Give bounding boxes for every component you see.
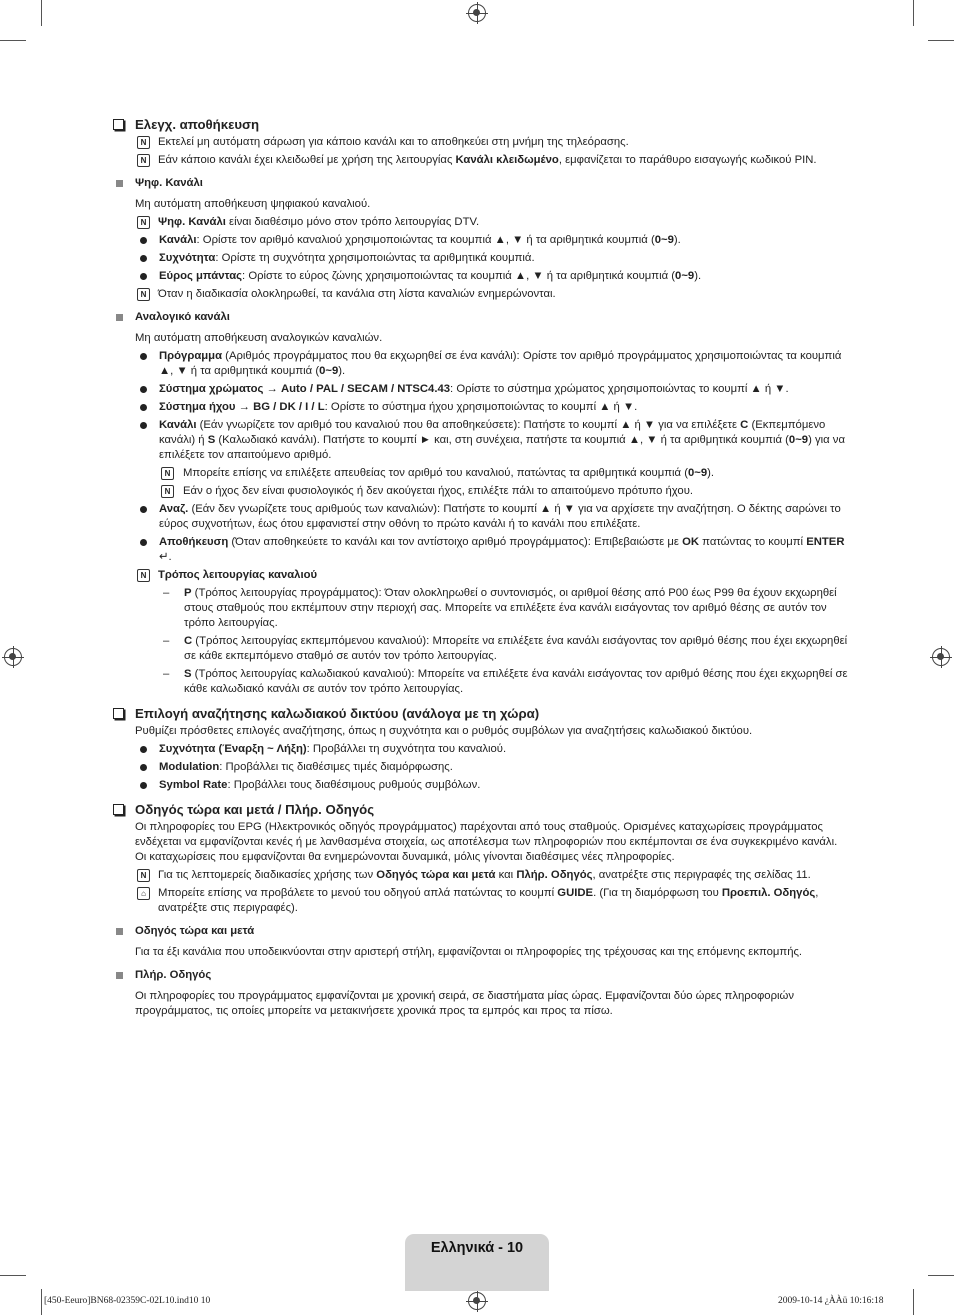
dash-item: – P (Τρόπος λειτουργίας προγράμματος): Όταν ολοκληρωθεί ο συντονισμός, οι αριθμοί θέσης από P00 έως P99 θα έχουν εκχωρηθεί στους σταθμούς που εκπέμπουν στην περιοχή σας. Μπορείτε να επιλέξετε ένα κανάλι εισάγοντας τον αριθμό θέσης σε αυτόν τον τρόπο λειτουργίας. (163, 587, 837, 629)
subsection-heading: Πλήρ. Οδηγός (113, 968, 848, 983)
note-item: N Μπορείτε επίσης να επιλέξετε απευθείας τον αριθμό του καναλιού, πατώντας τα αριθμητικά κουμπιά (0~9). (113, 466, 848, 481)
checkbox-bullet-icon (113, 708, 124, 719)
list-item: Symbol Rate: Προβάλλει τους διαθέσιμους ρυθμούς συμβόλων. (113, 778, 848, 793)
note-icon: N (137, 154, 150, 167)
bullet-icon (140, 782, 147, 789)
section-heading: Επιλογή αναζήτησης καλωδιακού δικτύου (ανάλογα με τη χώρα) (113, 706, 848, 721)
registration-mark-icon (932, 648, 950, 666)
registration-mark-icon (468, 4, 486, 22)
paragraph: Οι πληροφορίες του προγράμματος εμφανίζονται με χρονική σειρά, σε διαστήματα μίας ώρας. Εμφανίζονται δύο ώρες πληροφοριών προγράμματος, τις οποίες μπορείτε να μετακινήσετε χρονικά προς τα εμπρός και προς τα πίσω. (135, 990, 794, 1017)
list-item: Σύστημα ήχου → BG / DK / I / L: Ορίστε το σύστημα ήχου χρησιμοποιώντας το κουμπί ▲ ή ▼. (113, 400, 848, 415)
dash-icon: – (163, 668, 170, 680)
dash-item: – S (Τρόπος λειτουργίας καλωδιακού καναλιού): Μπορείτε να επιλέξετε ένα κανάλι εισάγοντας τον αριθμό θέσης που έχει εκχωρηθεί σε κάθε καλωδιακό κανάλι σε αυτόν τον τρόπο λειτουργίας. (163, 668, 848, 695)
paragraph: Μη αυτόματη αποθήκευση ψηφιακού καναλιού. (135, 198, 371, 210)
bullet-icon (140, 386, 147, 393)
paragraph: Για τα έξι κανάλια που υποδεικνύονται στην αριστερή στήλη, εμφανίζονται οι πληροφορίες της τρέχουσας και της επόμενης εκπομπής. (135, 946, 803, 958)
square-bullet-icon (116, 180, 123, 187)
list-item: Εύρος μπάντας: Ορίστε το εύρος ζώνης χρησιμοποιώντας τα κουμπιά ▲, ▼ ή τα αριθμητικά κουμπιά (0~9). (113, 269, 848, 284)
note-item: N Ψηφ. Κανάλι είναι διαθέσιμο μόνο στον τρόπο λειτουργίας DTV. (113, 215, 848, 230)
dash-icon: – (163, 635, 170, 647)
subsection-heading: Ψηφ. Κανάλι (113, 176, 848, 191)
bullet-icon (140, 506, 147, 513)
registration-mark-icon (4, 648, 22, 666)
list-item: Πρόγραμμα (Αριθμός προγράμματος που θα εκχωρηθεί σε ένα κανάλι): Ορίστε τον αριθμό προγράμματος χρησιμοποιώντας τα κουμπιά ▲, ▼ ή τα αριθμητικά κουμπιά (0~9). (113, 349, 848, 379)
bullet-icon (140, 353, 147, 360)
note-item: ⌂ Μπορείτε επίσης να προβάλετε το μενού του οδηγού απλά πατώντας το κουμπί GUIDE. (Για τη διαμόρφωση του Προεπιλ. Οδηγός, ανατρέξτε στις περιγραφές). (113, 886, 848, 916)
subsection-heading: Αναλογικό κανάλι (113, 310, 848, 325)
remote-tip-icon: ⌂ (137, 887, 150, 900)
note-icon: N (137, 869, 150, 882)
print-timestamp: 2009-10-14 ¿ÀÀü 10:16:18 (778, 1296, 884, 1306)
file-info: [450-Eeuro]BN68-02359C-02L10.ind10 10 (44, 1296, 211, 1306)
manual-content (113, 108, 848, 1022)
bullet-icon (140, 746, 147, 753)
list-item: Κανάλι: Ορίστε τον αριθμό καναλιού χρησιμοποιώντας τα κουμπιά ▲, ▼ ή τα αριθμητικά κουμπιά (0~9). (113, 233, 848, 248)
note-item: N Εκτελεί μη αυτόματη σάρωση για κάποιο κανάλι και το αποθηκεύει στη μνήμη της τηλεόρασης. (113, 135, 848, 150)
bullet-icon (140, 539, 147, 546)
square-bullet-icon (116, 972, 123, 979)
note-item: N Όταν η διαδικασία ολοκληρωθεί, τα κανάλια στη λίστα καναλιών ενημερώνονται. (113, 287, 848, 302)
list-item: Συχνότητα: Ορίστε τη συχνότητα χρησιμοποιώντας τα αριθμητικά κουμπιά. (113, 251, 848, 266)
checkbox-bullet-icon (113, 804, 124, 815)
note-icon: N (137, 136, 150, 149)
note-icon: N (137, 569, 150, 582)
square-bullet-icon (116, 928, 123, 935)
note-icon: N (161, 467, 174, 480)
bullet-icon (140, 273, 147, 280)
note-item: N Εάν κάποιο κανάλι έχει κλειδωθεί με χρήση της λειτουργίας Κανάλι κλειδωμένο, εμφανίζεται το παράθυρο εισαγωγής κωδικού PIN. (113, 153, 848, 168)
list-item: Αποθήκευση (Όταν αποθηκεύετε το κανάλι και τον αντίστοιχο αριθμό προγράμματος): Επιβεβαιώστε με OK πατώντας το κουμπί ENTER ↵. (113, 535, 848, 565)
section-heading: Ελεγχ. αποθήκευση (113, 117, 848, 132)
list-item: Συχνότητα (Έναρξη ~ Λήξη): Προβάλλει τη συχνότητα του καναλιού. (113, 742, 848, 757)
list-item: Αναζ. (Εάν δεν γνωρίζετε τους αριθμούς των καναλιών): Πατήστε το κουμπί ▲ ή ▼ για να αρχίσετε την αναζήτηση. Ο δέκτης σαρώνει το εύρος συχνοτήτων, έως ότου εμφανιστεί στην οθόνη το πρώτο κανάλι ή το κανάλι που επιλέξατε. (113, 502, 848, 532)
page-number-tab (405, 1234, 549, 1291)
paragraph: Μη αυτόματη αποθήκευση αναλογικών καναλιών. (135, 332, 383, 344)
bullet-icon (140, 422, 147, 429)
note-item: N Για τις λεπτομερείς διαδικασίες χρήσης των Οδηγός τώρα και μετά και Πλήρ. Οδηγός, ανατρέξτε στις περιγραφές της σελίδας 11. (113, 868, 848, 883)
paragraph: Οι πληροφορίες του EPG (Ηλεκτρονικός οδηγός προγράμματος) παρέχονται από τους σταθμούς. Ορισμένες καταχωρίσεις προγράμματος ενδέχεται να εμφανίζονται κενές ή με λανθασμένα στοιχεία, ως αποτέλεσμα των πληροφοριών που εκπέμπονται σε ένα συγκεκριμένο κανάλι. Οι καταχωρίσεις που εμφανίζονται θα ενημερώνονται δυναμικά, μόλις γίνονται διαθέσιμες νέες πληροφορίες. (135, 821, 838, 863)
list-item: Modulation: Προβάλλει τις διαθέσιμες τιμές διαμόρφωσης. (113, 760, 848, 775)
note-icon: N (137, 216, 150, 229)
registration-mark-icon (468, 1292, 486, 1310)
note-icon: N (161, 485, 174, 498)
dash-item: – C (Τρόπος λειτουργίας εκπεμπόμενου καναλιού): Μπορείτε να επιλέξετε ένα κανάλι εισάγοντας τον αριθμό θέσης που έχει εκχωρηθεί σε κάθε εκπεμπόμενο σταθμό σε αυτόν τον τρόπο λειτουργίας. (163, 635, 848, 662)
bullet-icon (140, 404, 147, 411)
section-heading: Οδηγός τώρα και μετά / Πλήρ. Οδηγός (113, 802, 848, 817)
page-number-label: Ελληνικά - 10 (430, 1240, 524, 1256)
bullet-icon (140, 255, 147, 262)
note-item: N Τρόπος λειτουργίας καναλιού (113, 568, 848, 583)
paragraph: Ρυθμίζει πρόσθετες επιλογές αναζήτησης, όπως η συχνότητα και ο ρυθμός συμβόλων για αναζητήσεις καλωδιακού δικτύου. (135, 725, 753, 737)
checkbox-bullet-icon (113, 119, 124, 130)
dash-icon: – (163, 587, 170, 599)
list-item: Κανάλι (Εάν γνωρίζετε τον αριθμό του καναλιού που θα αποθηκεύσετε): Πατήστε το κουμπί ▲ ή ▼ για να επιλέξετε C (Εκπεμπόμενο κανάλι) ή S (Καλωδιακό κανάλι). Πατήστε το κουμπί ► και, στη συνέχεια, πατήστε τα κουμπιά ▲, ▼ ή τα αριθμητικά κουμπιά (0~9) για να επιλέξετε τον απαιτούμενο αριθμό. (113, 418, 848, 463)
bullet-icon (140, 764, 147, 771)
list-item: Σύστημα χρώματος → Auto / PAL / SECAM / NTSC4.43: Ορίστε το σύστημα χρώματος χρησιμοποιώντας το κουμπί ▲ ή ▼. (113, 382, 848, 397)
bullet-icon (140, 237, 147, 244)
subsection-heading: Οδηγός τώρα και μετά (113, 924, 848, 939)
square-bullet-icon (116, 314, 123, 321)
note-icon: N (137, 288, 150, 301)
note-item: N Εάν ο ήχος δεν είναι φυσιολογικός ή δεν ακούγεται ήχος, επιλέξτε πάλι το απαιτούμενο πρότυπο ήχου. (113, 484, 848, 499)
